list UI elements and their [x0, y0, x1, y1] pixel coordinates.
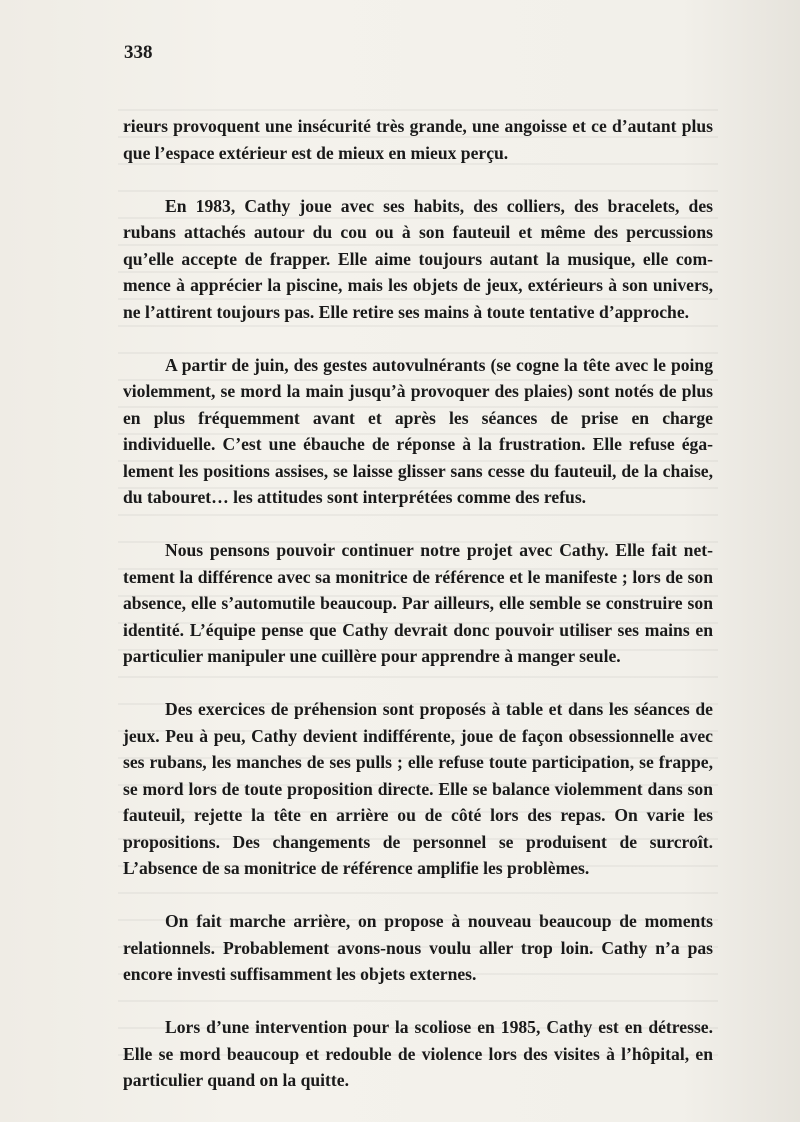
paragraph: A partir de juin, des gestes autovulnérants (se cogne la tête avec le poing violemment, se mord la main jusqu’à provoquer des plaies) sont notés de plus en plus fréquemment avant et après les séances de prise en charge individuelle. C’est une ébauche de réponse à la frustration. Elle refuse également les positions assises, se laisse glisser sans cesse du fauteuil, de la chaise, du tabouret… les attitudes sont interprétées comme des refus. [123, 354, 713, 507]
paragraph: On fait marche arrière, on propose à nouveau beaucoup de moments relationnels. Probablement avons-nous voulu aller trop loin. Cathy n’a pas encore investi suffisamment les objets externes. [123, 911, 713, 984]
page-number: 338 [124, 42, 153, 63]
paragraph: rieurs provoquent une insécurité très grande, une angoisse et ce d’autant plus que l’espace extérieur est de mieux en mieux perçu. [123, 116, 713, 163]
paragraph: En 1983, Cathy joue avec ses habits, des colliers, des bracelets, des rubans attachés autour du cou ou à son fauteuil et même des percussions qu’elle accepte de frapper. Elle aime toujours autant la musique, elle commence à apprécier la piscine, mais les objets de jeux, extérieurs à son univers, ne l’attirent toujours pas. Elle retire ses mains à toute tentative d’approche. [123, 195, 713, 322]
paragraph: Nous pensons pouvoir continuer notre projet avec Cathy. Elle fait nettement la différence avec sa monitrice de référence et le manifeste ; lors de son absence, elle s’automutile beaucoup. Par ailleurs, elle semble se construire son identité. L’équipe pense que Cathy devrait donc pouvoir utiliser ses mains en particulier manipuler une cuillère pour apprendre à manger seule. [123, 540, 713, 666]
body-text [123, 113, 713, 1094]
paragraph: Des exercices de préhension sont proposés à table et dans les séances de jeux. Peu à peu, Cathy devient indifférente, joue de façon obsessionnelle avec ses rubans, les manches de ses pulls ; elle refuse toute participation, se frappe, se mord lors de toute proposition directe. Elle se balance violemment dans son fauteuil, rejette la tête en arrière ou de côté lors des repas. On varie les propositions. Des changements de personnel se produisent de surcroît. L’absence de sa monitrice de référence amplifie les problèmes. [123, 699, 713, 878]
paragraph: Lors d’une intervention pour la scoliose en 1985, Cathy est en détresse. Elle se mord beaucoup et redouble de violence lors des visites à l’hôpital, en particulier quand on la quitte. [123, 1017, 713, 1090]
